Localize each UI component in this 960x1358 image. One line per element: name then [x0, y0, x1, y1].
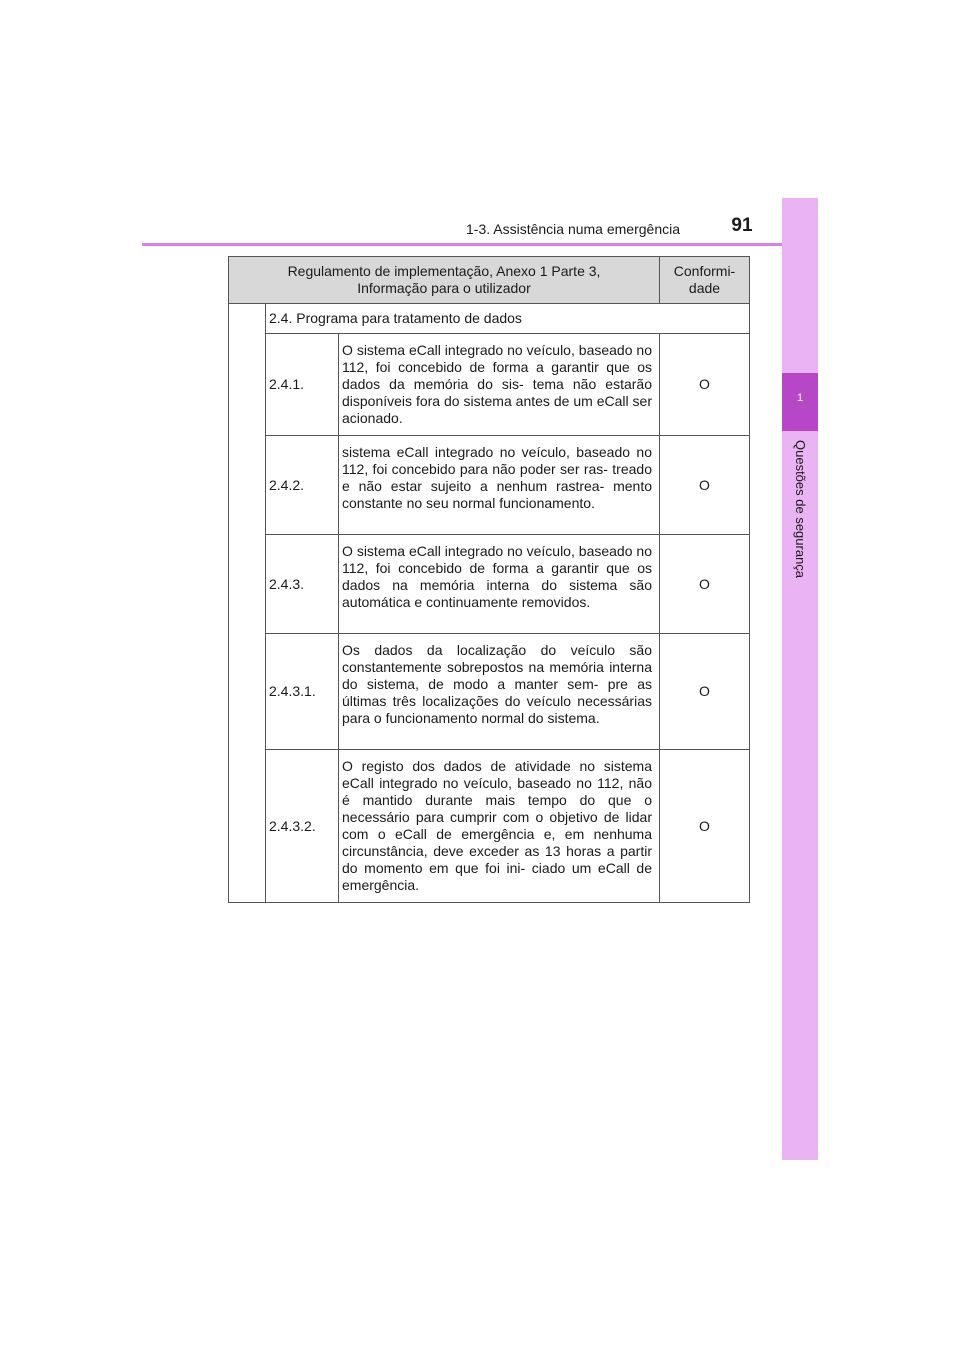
- header-regulation: Regulamento de implementação, Anexo 1 Parte 3, Informação para o utilizador: [229, 257, 660, 304]
- row-text: O registo dos dados de atividade no sistema eCall integrado no veículo, baseado no 112, não é mantido durante mais tempo do que o necessário para cumprir com o objetivo de lidar com o eCall de emergência e, em nenhuma circunstância, deve exceder as 13 horas a partir do momento em que foi ini- ciado um eCall de emergência.: [339, 750, 660, 903]
- section-title: 1-3. Assistência numa emergência: [466, 221, 680, 237]
- regulation-table-wrapper: [228, 256, 750, 903]
- chapter-side-tab: [782, 198, 818, 1160]
- row-conformity: O: [660, 436, 750, 535]
- row-number: 2.4.3.2.: [266, 750, 339, 903]
- table-row: [229, 535, 750, 634]
- row-conformity: O: [660, 334, 750, 436]
- row-conformity: O: [660, 535, 750, 634]
- regulation-table: [228, 256, 750, 903]
- row-conformity: O: [660, 750, 750, 903]
- row-number: 2.4.3.1.: [266, 634, 339, 750]
- table-header-row: [229, 257, 750, 304]
- row-text: Os dados da localização do veículo são constantemente sobrepostos na memória interna do sistema, de modo a manter sem- pre as últimas três localizações do veículo necessárias para o funcionamento normal do sistema.: [339, 634, 660, 750]
- section-heading: 2.4. Programa para tratamento de dados: [266, 304, 750, 334]
- header-rule: [142, 243, 818, 246]
- row-text: O sistema eCall integrado no veículo, baseado no 112, foi concebido de forma a garantir que os dados na memória interna do sistema são automática e continuamente removidos.: [339, 535, 660, 634]
- page-number: 91: [731, 215, 753, 236]
- row-number: 2.4.3.: [266, 535, 339, 634]
- table-row: [229, 436, 750, 535]
- row-text: O sistema eCall integrado no veículo, baseado no 112, foi concebido de forma a garantir que os dados da memória do sis- tema não estarão disponíveis fora do sistema antes de um eCall ser acionado.: [339, 334, 660, 436]
- table-spacer-column: [229, 304, 266, 903]
- row-conformity: O: [660, 634, 750, 750]
- header-conformity: Conformi- dade: [660, 257, 750, 304]
- chapter-label: Questões de segurança: [793, 440, 808, 579]
- row-text: sistema eCall integrado no veículo, baseado no 112, foi concebido para não poder ser ras- treado e não estar sujeito a nenhum rastrea- mento constante no seu normal funcionamento.: [339, 436, 660, 535]
- table-row: [229, 750, 750, 903]
- row-number: 2.4.1.: [266, 334, 339, 436]
- section-row: [229, 304, 750, 334]
- table-row: [229, 334, 750, 436]
- table-row: [229, 634, 750, 750]
- chapter-number: 1: [796, 392, 804, 404]
- row-number: 2.4.2.: [266, 436, 339, 535]
